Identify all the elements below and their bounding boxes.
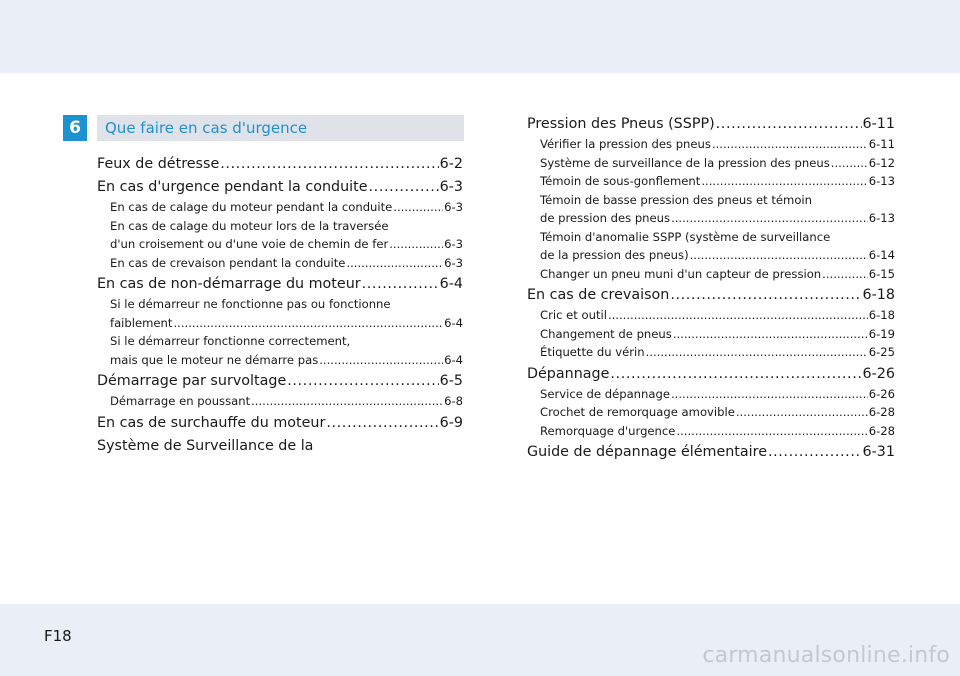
toc-entry-title: Remorquage d'urgence <box>540 423 676 438</box>
toc-entry-page: 6-26 <box>868 386 895 401</box>
toc-entry-title: de pression des pneus <box>540 211 671 225</box>
toc-dot-leader <box>393 198 443 217</box>
toc-entry-page: 6-2 <box>439 156 463 172</box>
toc-entry-title: En cas de calage du moteur pendant la conduite <box>110 200 393 214</box>
toc-section-entry[interactable] <box>97 175 463 198</box>
toc-dot-leader <box>608 306 868 325</box>
toc-subsection-entry[interactable] <box>527 306 895 325</box>
toc-dot-leader <box>369 176 439 198</box>
toc-dot-leader <box>712 135 868 154</box>
toc-subsection-entry[interactable] <box>97 351 463 370</box>
toc-entry-page: 6-19 <box>868 326 895 341</box>
toc-dot-leader <box>319 351 443 370</box>
toc-dot-leader <box>670 284 861 306</box>
toc-dot-leader <box>690 246 868 265</box>
toc-entry-page: 6-25 <box>868 345 895 359</box>
toc-entry-title: de la pression des pneus) <box>540 248 689 262</box>
toc-entry-title: En cas de calage du moteur lors de la traversée <box>110 218 389 233</box>
top-band <box>0 0 960 73</box>
toc-dot-leader <box>287 370 438 392</box>
toc-section-entry[interactable] <box>527 283 895 306</box>
toc-subsection-entry[interactable] <box>527 154 895 173</box>
toc-subsection-entry[interactable] <box>527 422 895 441</box>
toc-entry-title: Système de surveillance de la pression des pneus <box>540 155 830 170</box>
toc-entry-title: faiblement <box>110 315 173 330</box>
toc-dot-leader <box>676 422 867 441</box>
toc-entry-page: 6-3 <box>444 237 463 251</box>
toc-entry-title: d'un croisement ou d'une voie de chemin de fer <box>110 237 389 251</box>
toc-left-column <box>97 152 463 457</box>
toc-subsection-entry[interactable] <box>97 217 463 236</box>
toc-entry-title: En cas de surchauffe du moteur <box>97 414 326 431</box>
page-number: F18 <box>44 627 72 645</box>
toc-entry-title: Changer un pneu muni d'un capteur de pression <box>540 266 822 281</box>
toc-entry-page: 6-3 <box>439 179 463 195</box>
toc-entry-title: En cas de non-démarrage du moteur <box>97 276 361 292</box>
toc-dot-leader <box>173 314 443 333</box>
toc-section-entry[interactable] <box>97 369 463 392</box>
toc-subsection-entry[interactable] <box>97 198 463 217</box>
toc-dot-leader <box>326 412 438 434</box>
toc-subsection-entry[interactable] <box>97 332 463 351</box>
toc-dot-leader <box>610 363 861 385</box>
toc-dot-leader <box>822 265 868 284</box>
toc-dot-leader <box>736 403 868 422</box>
toc-entry-page: 6-14 <box>868 248 895 262</box>
toc-entry-page: 6-4 <box>444 315 463 330</box>
toc-entry-page: 6-26 <box>862 365 895 382</box>
toc-subsection-entry[interactable] <box>527 403 895 422</box>
toc-entry-title: Étiquette du vérin <box>540 345 645 359</box>
toc-section-entry[interactable] <box>97 411 463 434</box>
toc-section-entry[interactable] <box>97 434 463 457</box>
toc-entry-title: Système de Surveillance de la <box>97 437 314 454</box>
toc-dot-leader <box>831 154 868 173</box>
toc-entry-title: Si le démarreur fonctionne correctement, <box>110 334 351 348</box>
toc-dot-leader <box>646 343 868 362</box>
toc-subsection-entry[interactable] <box>97 314 463 333</box>
toc-entry-title: Si le démarreur ne fonctionne pas ou fonctionne <box>110 297 391 311</box>
toc-subsection-entry[interactable] <box>527 209 895 228</box>
toc-subsection-entry[interactable] <box>527 246 895 265</box>
toc-entry-title: Guide de dépannage élémentaire <box>527 444 767 460</box>
toc-entry-page: 6-4 <box>439 276 463 292</box>
watermark: carmanualsonline.info <box>702 643 950 668</box>
toc-entry-title: Démarrage en poussant <box>110 394 251 408</box>
toc-dot-leader <box>768 441 862 463</box>
toc-entry-title: Témoin d'anomalie SSPP (système de surveillance <box>540 229 831 244</box>
toc-entry-page: 6-12 <box>868 155 895 170</box>
toc-dot-leader <box>362 273 439 295</box>
chapter-number: 6 <box>63 115 87 141</box>
toc-dot-leader <box>251 392 443 411</box>
toc-entry-title: Crochet de remorquage amovible <box>540 405 735 419</box>
toc-entry-page: 6-8 <box>444 394 463 408</box>
toc-subsection-entry[interactable] <box>97 254 463 273</box>
toc-entry-title: Cric et outil <box>540 308 607 322</box>
toc-entry-page: 6-18 <box>862 287 895 303</box>
toc-entry-page: 6-13 <box>868 211 895 225</box>
toc-subsection-entry[interactable] <box>527 385 895 404</box>
toc-subsection-entry[interactable] <box>527 325 895 344</box>
toc-dot-leader <box>671 385 868 404</box>
toc-entry-title: Changement de pneus <box>540 326 672 341</box>
toc-entry-page: 6-31 <box>862 444 895 460</box>
toc-entry-page: 6-5 <box>439 373 463 389</box>
toc-dot-leader <box>220 153 438 175</box>
toc-subsection-entry[interactable] <box>527 343 895 362</box>
toc-subsection-entry[interactable] <box>97 235 463 254</box>
toc-subsection-entry[interactable] <box>527 191 895 210</box>
toc-entry-title: Service de dépannage <box>540 386 670 401</box>
toc-entry-page: 6-18 <box>868 308 895 322</box>
toc-entry-title: mais que le moteur ne démarre pas <box>110 352 319 367</box>
toc-subsection-entry[interactable] <box>527 172 895 191</box>
toc-entry-page: 6-28 <box>868 405 895 419</box>
toc-subsection-entry[interactable] <box>97 392 463 411</box>
toc-entry-title: En cas de crevaison pendant la conduite <box>110 255 346 270</box>
toc-entry-title: En cas d'urgence pendant la conduite <box>97 179 368 195</box>
toc-subsection-entry[interactable] <box>527 228 895 247</box>
toc-entry-title: Pression des Pneus (SSPP) <box>527 116 715 132</box>
toc-entry-title: Vérifier la pression des pneus <box>540 137 711 151</box>
toc-entry-page: 6-9 <box>439 414 463 431</box>
toc-entry-title: Dépannage <box>527 365 610 382</box>
toc-subsection-entry[interactable] <box>97 295 463 314</box>
toc-entry-page: 6-3 <box>444 200 463 214</box>
toc-subsection-entry[interactable] <box>527 135 895 154</box>
toc-entry-title: Feux de détresse <box>97 156 220 172</box>
chapter-title: Que faire en cas d'urgence <box>97 115 464 141</box>
toc-dot-leader <box>671 209 868 228</box>
toc-entry-page: 6-11 <box>868 137 895 151</box>
toc-entry-page: 6-15 <box>868 266 895 281</box>
toc-entry-title: Démarrage par survoltage <box>97 373 287 389</box>
toc-section-entry[interactable] <box>97 272 463 295</box>
toc-entry-page: 6-3 <box>444 255 463 270</box>
toc-entry-page: 6-13 <box>868 174 895 188</box>
toc-section-entry[interactable] <box>527 440 895 463</box>
toc-section-entry[interactable] <box>97 152 463 175</box>
toc-section-entry[interactable] <box>527 112 895 135</box>
toc-entry-title: En cas de crevaison <box>527 287 670 303</box>
toc-entry-page: 6-4 <box>444 352 463 367</box>
toc-right-column <box>527 112 895 463</box>
toc-entry-title: Témoin de basse pression des pneus et témoin <box>540 192 812 207</box>
toc-entry-page: 6-11 <box>862 116 895 132</box>
toc-dot-leader <box>346 254 443 273</box>
toc-dot-leader <box>673 325 868 344</box>
toc-subsection-entry[interactable] <box>527 265 895 284</box>
toc-dot-leader <box>701 172 867 191</box>
toc-entry-page: 6-28 <box>868 423 895 438</box>
toc-dot-leader <box>389 235 443 254</box>
toc-dot-leader <box>716 113 862 135</box>
toc-section-entry[interactable] <box>527 362 895 385</box>
toc-entry-title: Témoin de sous-gonflement <box>540 174 701 188</box>
